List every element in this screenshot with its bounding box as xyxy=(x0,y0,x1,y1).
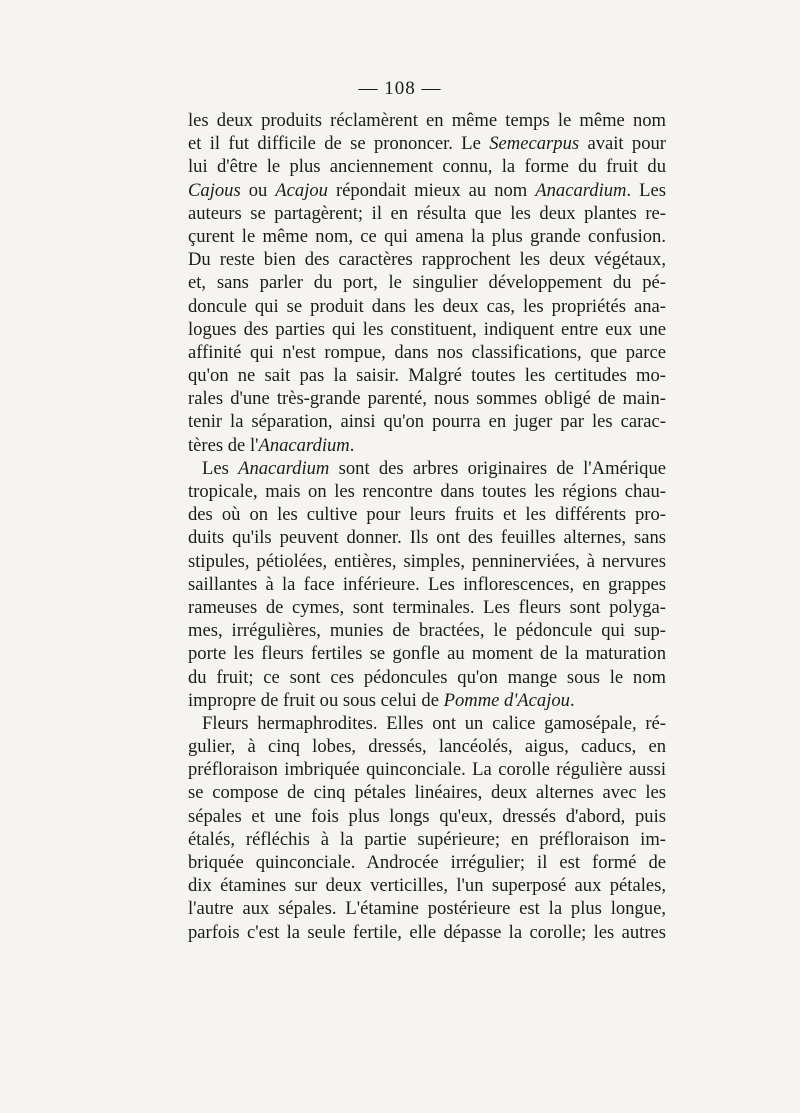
text-line xyxy=(188,410,666,433)
text-segment: çurent le même nom, ce qui amena la plus grande confusion. xyxy=(188,225,666,247)
text-segment: saillantes à la face inférieure. Les inflorescences, en grappes xyxy=(188,573,666,595)
text-segment: l'autre aux sépales. L'étamine postérieure est la plus longue, xyxy=(188,898,666,920)
italic-term: Cajous xyxy=(188,179,241,201)
text-segment: sont des arbres originaires de l'Amérique xyxy=(329,457,666,479)
text-segment: porte les fleurs fertiles se gonfle au moment de la maturation xyxy=(188,643,666,665)
text-line xyxy=(188,387,666,410)
italic-term: Anacardium xyxy=(258,434,350,456)
body-text xyxy=(188,109,666,944)
text-segment: étalés, réfléchis à la partie supérieure; en préfloraison im- xyxy=(188,828,666,850)
text-line xyxy=(188,318,666,341)
text-segment: . xyxy=(349,434,355,456)
text-segment: Fleurs hermaphrodites. Elles ont un calice gamosépale, ré- xyxy=(202,712,666,734)
text-segment: ou xyxy=(240,179,276,201)
text-segment: auteurs se partagèrent; il en résulta que les deux plantes re- xyxy=(188,202,666,224)
text-line xyxy=(188,712,666,735)
text-line xyxy=(188,758,666,781)
text-line xyxy=(188,364,666,387)
text-line xyxy=(188,921,666,944)
italic-term: Anacardium xyxy=(535,179,627,201)
text-segment: lui d'être le plus anciennement connu, la forme du fruit du xyxy=(188,156,666,178)
text-segment: sépales et une fois plus longs qu'eux, dressés d'abord, puis xyxy=(188,805,666,827)
text-segment: Du reste bien des caractères rapprochent les deux végétaux, xyxy=(188,249,666,271)
text-line xyxy=(188,271,666,294)
text-line xyxy=(188,781,666,804)
text-segment: rameuses de cymes, sont terminales. Les fleurs sont polyga- xyxy=(188,596,666,618)
text-line xyxy=(188,805,666,828)
text-segment: stipules, pétiolées, entières, simples, penninerviées, à nervures xyxy=(188,550,666,572)
text-segment: se compose de cinq pétales linéaires, deux alternes avec les xyxy=(188,782,666,804)
text-segment: affinité qui n'est rompue, dans nos classifications, que parce xyxy=(188,341,666,363)
text-segment: préfloraison imbriquée quinconciale. La corolle régulière aussi xyxy=(188,759,666,781)
text-line xyxy=(188,851,666,874)
text-segment: répondait mieux au nom xyxy=(327,179,536,201)
text-segment: et il fut difficile de se prononcer. Le xyxy=(188,133,490,155)
text-segment: mes, irrégulières, munies de bractées, le pédoncule qui sup- xyxy=(188,620,666,642)
text-segment: dix étamines sur deux verticilles, l'un superposé aux pétales, xyxy=(188,875,666,897)
text-segment: impropre de fruit ou sous celui de xyxy=(188,689,444,711)
text-line xyxy=(188,179,666,202)
text-segment: . xyxy=(569,689,575,711)
page-number: — 108 — xyxy=(358,78,442,99)
text-line xyxy=(188,596,666,619)
italic-term: Anacardium xyxy=(238,457,330,479)
text-line xyxy=(188,248,666,271)
text-line xyxy=(188,341,666,364)
text-line xyxy=(188,735,666,758)
text-segment: rales d'une très-grande parenté, nous sommes obligé de main- xyxy=(188,388,666,410)
italic-term: Semecarpus xyxy=(489,133,580,155)
text-segment: tropicale, mais on les rencontre dans toutes les régions chau- xyxy=(188,481,666,502)
text-line xyxy=(188,434,666,457)
text-segment: parfois c'est la seule fertile, elle dépasse la corolle; les autres xyxy=(188,921,666,943)
text-line xyxy=(188,457,666,480)
text-segment: . Les xyxy=(626,179,666,201)
text-segment: qu'on ne sait pas la saisir. Malgré toutes les certitudes mo- xyxy=(188,365,666,387)
text-line xyxy=(188,689,666,712)
text-line xyxy=(188,550,666,573)
text-segment: et, sans parler du port, le singulier développement du pé- xyxy=(188,272,666,294)
text-segment: briquée quinconciale. Androcée irrégulier; il est formé de xyxy=(188,852,666,873)
text-segment: du fruit; ce sont ces pédoncules qu'on mange sous le nom xyxy=(188,666,666,688)
text-segment: gulier, à cinq lobes, dressés, lancéolés, aigus, caducs, en xyxy=(188,736,666,758)
text-segment: Les xyxy=(202,457,239,479)
text-line xyxy=(188,619,666,642)
text-line xyxy=(188,526,666,549)
text-line xyxy=(188,666,666,689)
text-line xyxy=(188,874,666,897)
text-segment: logues des parties qui les constituent, indiquent entre eux une xyxy=(188,318,666,340)
text-line xyxy=(188,897,666,920)
text-segment: tenir la séparation, ainsi qu'on pourra en juger par les carac- xyxy=(188,411,666,433)
text-line xyxy=(188,828,666,851)
italic-term: Pomme d'Acajou xyxy=(443,689,570,711)
text-line xyxy=(188,503,666,526)
text-segment: duits qu'ils peuvent donner. Ils ont des feuilles alternes, sans xyxy=(188,527,666,549)
italic-term: Acajou xyxy=(275,179,328,201)
text-line xyxy=(188,642,666,665)
text-segment: tères de l' xyxy=(188,434,259,456)
text-segment: des où on les cultive pour leurs fruits et les différents pro- xyxy=(188,504,666,526)
text-line xyxy=(188,132,666,155)
text-line xyxy=(188,109,666,132)
text-line xyxy=(188,295,666,318)
text-line xyxy=(188,225,666,248)
text-line xyxy=(188,573,666,596)
text-line xyxy=(188,480,666,503)
text-line xyxy=(188,202,666,225)
text-segment: doncule qui se produit dans les deux cas, les propriétés ana- xyxy=(188,295,666,317)
text-segment: avait pour xyxy=(579,133,666,155)
text-segment: les deux produits réclamèrent en même temps le même nom xyxy=(188,110,666,131)
text-line xyxy=(188,155,666,178)
